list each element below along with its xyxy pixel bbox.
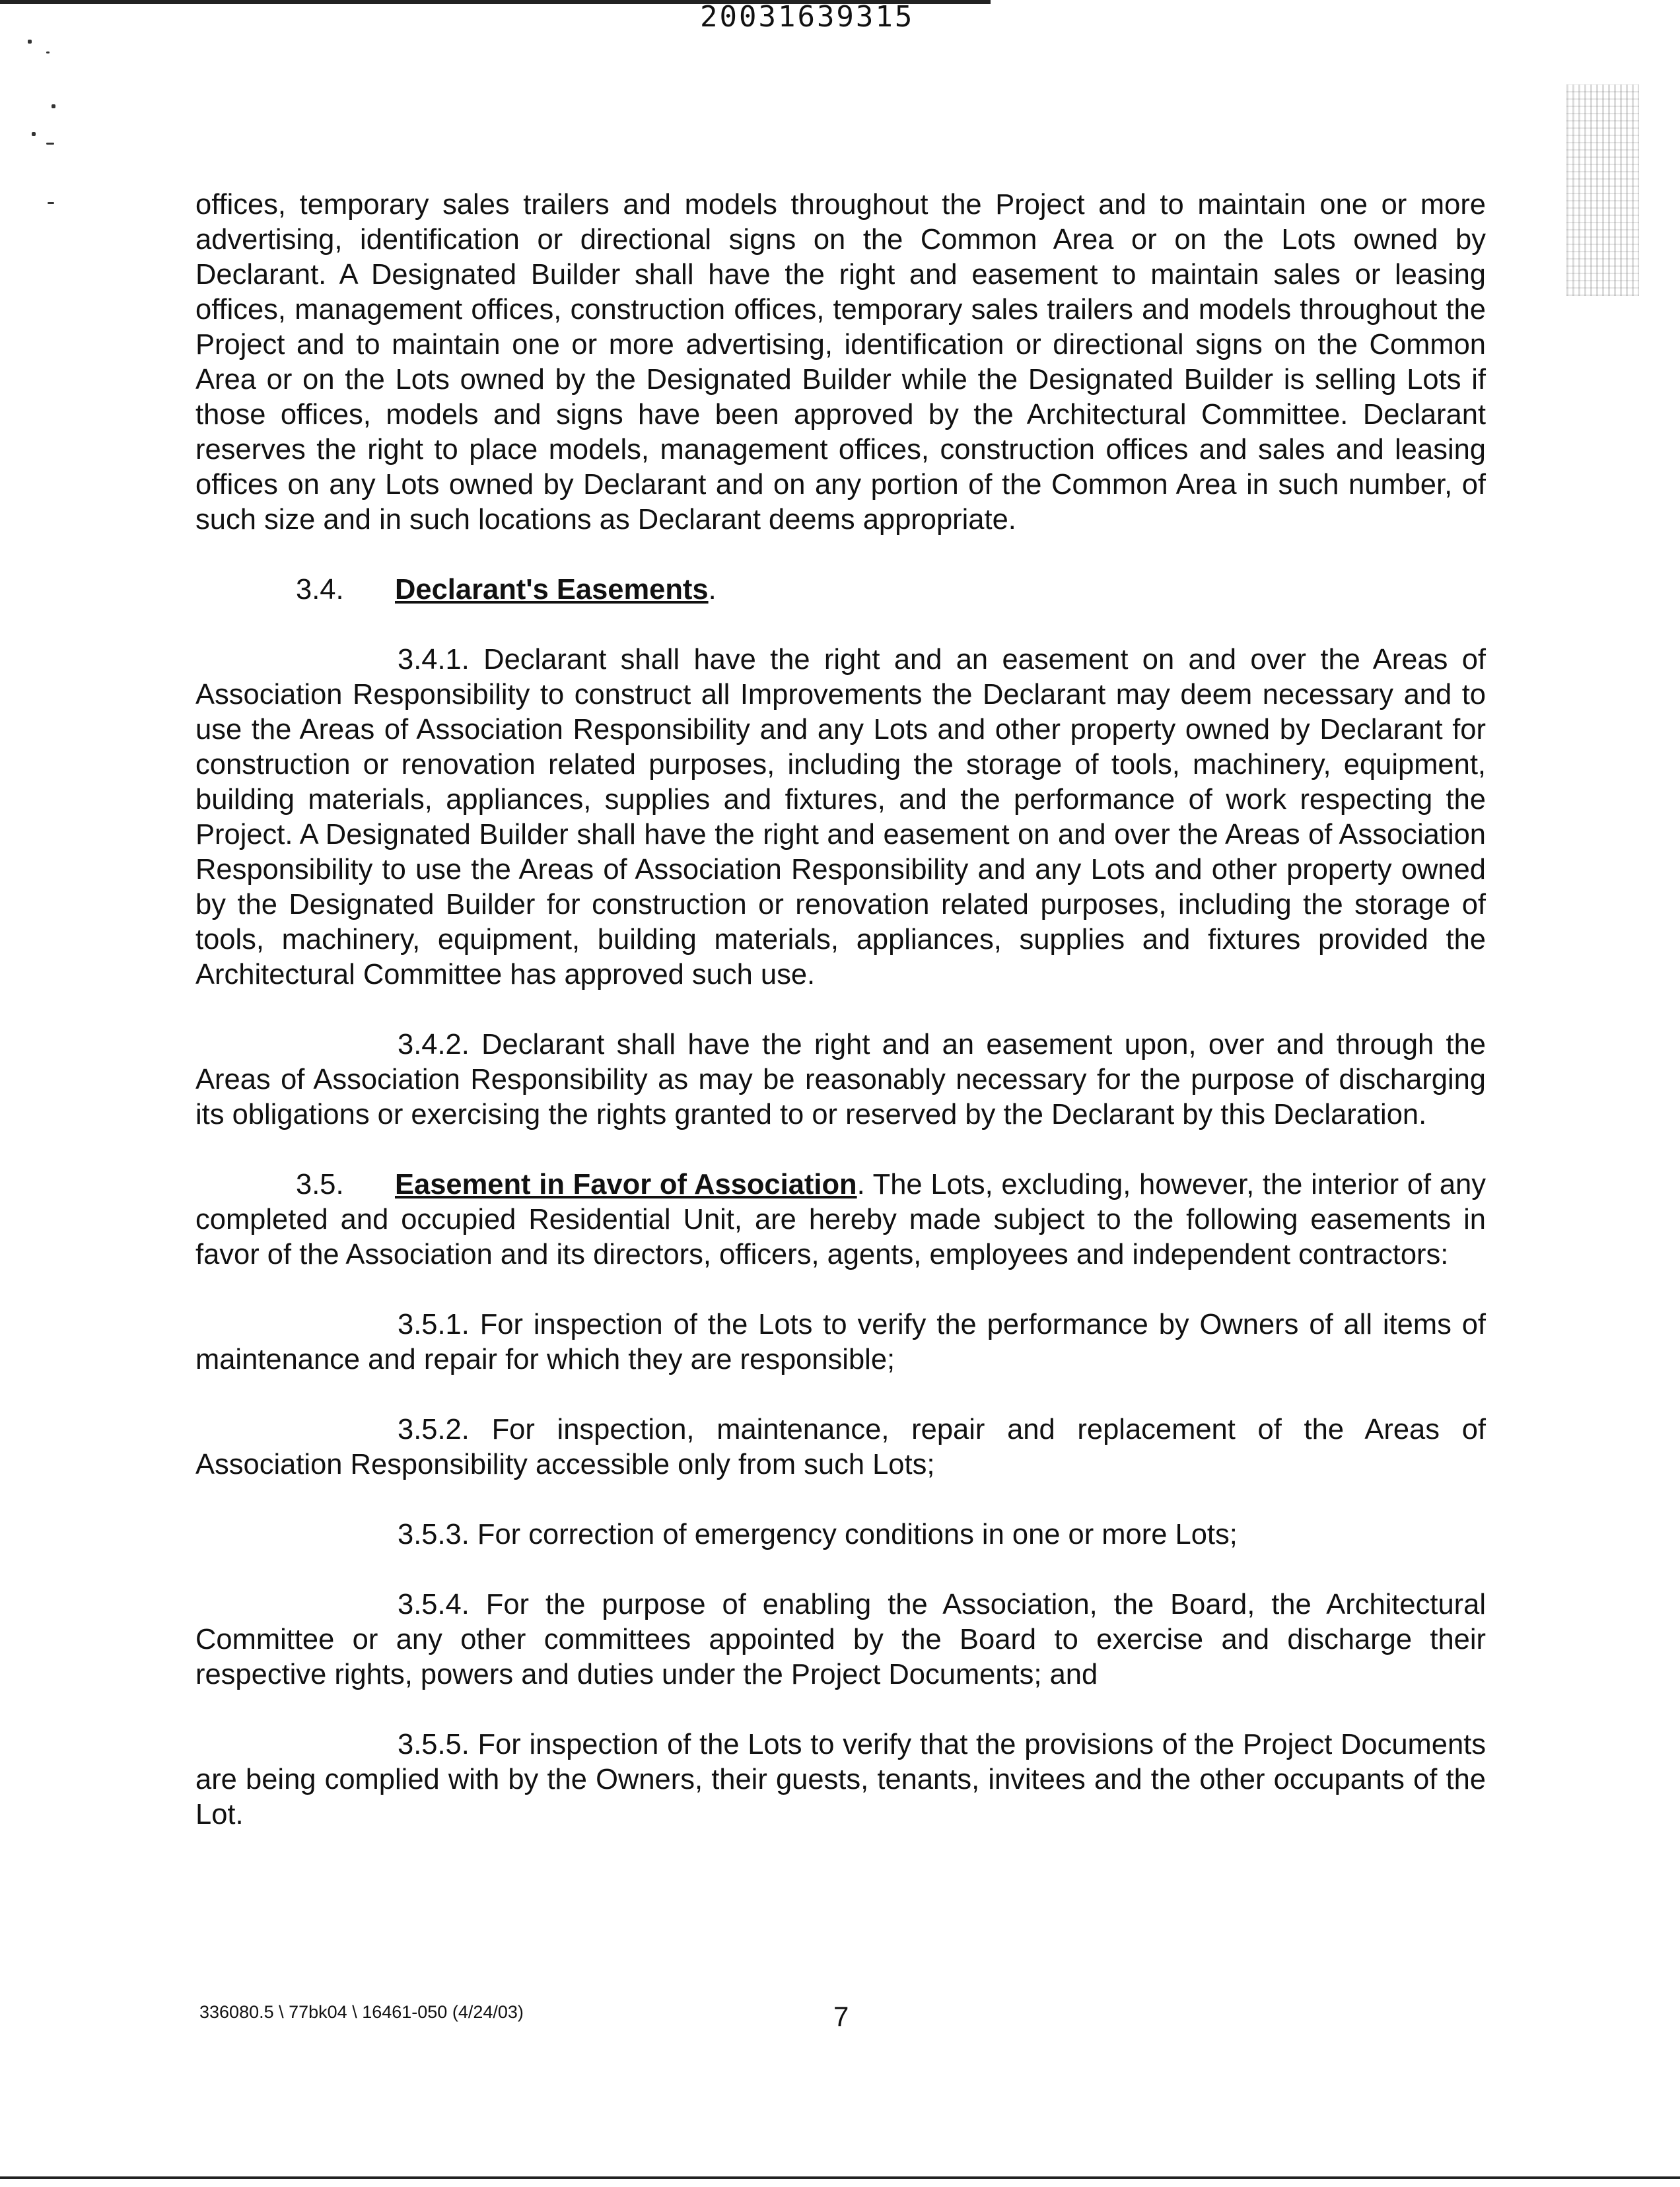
side-barcode-stamp bbox=[1566, 85, 1639, 296]
scan-speck bbox=[48, 202, 54, 204]
document-body bbox=[195, 188, 1486, 1867]
section-title: Easement in Favor of Association bbox=[395, 1169, 857, 1200]
section-3-5-2-paragraph: 3.5.2. For inspection, maintenance, repair and replacement of the Areas of Association Responsibility accessible only from such Lots; bbox=[195, 1414, 1486, 1480]
scan-speck bbox=[46, 143, 54, 145]
scan-speck bbox=[52, 104, 55, 108]
section-3-4-1-paragraph: 3.4.1. Declarant shall have the right and an easement on and over the Areas of Association Responsibility to construct all Improvements the Declarant may deem necessary and to use the Areas of Association Responsibility and any Lots and other property owned by Declarant for construction or renovation related purposes, including the storage of tools, machinery, equipment, building materials, appliances, supplies and fixtures, and the performance of work respecting the Project. A Designated Builder shall have the right and easement on and over the Areas of Association Responsibility to use the Areas of Association Responsibility and any Lots and other property owned by the Designated Builder for construction or renovation related purposes, including the storage of tools, machinery, equipment, building materials, appliances, supplies and fixtures provided the Architectural Committee has approved such use. bbox=[195, 644, 1486, 990]
section-3-4-2-paragraph: 3.4.2. Declarant shall have the right and an easement upon, over and through the Areas of Association Responsibility as may be reasonably necessary for the purpose of discharging its obligations or exercising the rights granted to or reserved by the Declarant by this Declaration. bbox=[195, 1029, 1486, 1130]
section-number: 3.4. bbox=[296, 574, 344, 606]
section-3-5-3-paragraph: 3.5.3. For correction of emergency conditions in one or more Lots; bbox=[398, 1519, 1238, 1550]
scan-speck bbox=[32, 132, 36, 136]
section-3-4-heading bbox=[195, 573, 1486, 608]
scan-speck bbox=[28, 40, 32, 44]
section-title: Declarant's Easements bbox=[395, 574, 709, 606]
section-number: 3.5. bbox=[296, 1169, 344, 1200]
page-number: 7 bbox=[833, 2001, 849, 2032]
section-title-period: . bbox=[708, 574, 717, 606]
section-3-5-4-paragraph: 3.5.4. For the purpose of enabling the Association, the Board, the Architectural Committee or any other committees appointed by the Board to exercise and discharge their respective rights, powers and duties under the Project Documents; and bbox=[195, 1589, 1486, 1690]
intro-continuation-paragraph: offices, temporary sales trailers and models throughout the Project and to maintain one or more advertising, identification or directional signs on the Common Area or on the Lots owned by Declarant. A Designated Builder shall have the right and easement to maintain sales or leasing offices, management offices, construction offices, temporary sales trailers and models throughout the Project and to maintain one or more advertising, identification or directional signs on the Common Area or on the Lots owned by the Designated Builder while the Designated Builder is selling Lots if those offices, models and signs have been approved by the Architectural Committee. Declarant reserves the right to place models, management offices, construction offices and sales and leasing offices on any Lots owned by Declarant and on any portion of the Common Area in such number, of such size and in such locations as Declarant deems appropriate. bbox=[195, 189, 1486, 536]
section-body-text: . The Lots, excluding, however, the interior of any completed and occupied Residential Unit, are hereby made subject to the following easements in favor of the Association and its directors, officers, agents, employees and independent contractors: bbox=[195, 1169, 1486, 1270]
recording-number: 20031639315 bbox=[700, 0, 915, 34]
scan-speck bbox=[46, 52, 50, 53]
section-3-5-paragraph bbox=[195, 1167, 1486, 1272]
bottom-scan-rule bbox=[0, 2176, 1680, 2179]
document-reference: 336080.5 \ 77bk04 \ 16461-050 (4/24/03) bbox=[199, 2002, 524, 2022]
section-3-5-1-paragraph: 3.5.1. For inspection of the Lots to verify the performance by Owners of all items of maintenance and repair for which they are responsible; bbox=[195, 1309, 1486, 1375]
section-3-5-5-paragraph: 3.5.5. For inspection of the Lots to verify that the provisions of the Project Documents are being complied with by the Owners, their guests, tenants, invitees and the other occupants of the Lot. bbox=[195, 1729, 1486, 1830]
